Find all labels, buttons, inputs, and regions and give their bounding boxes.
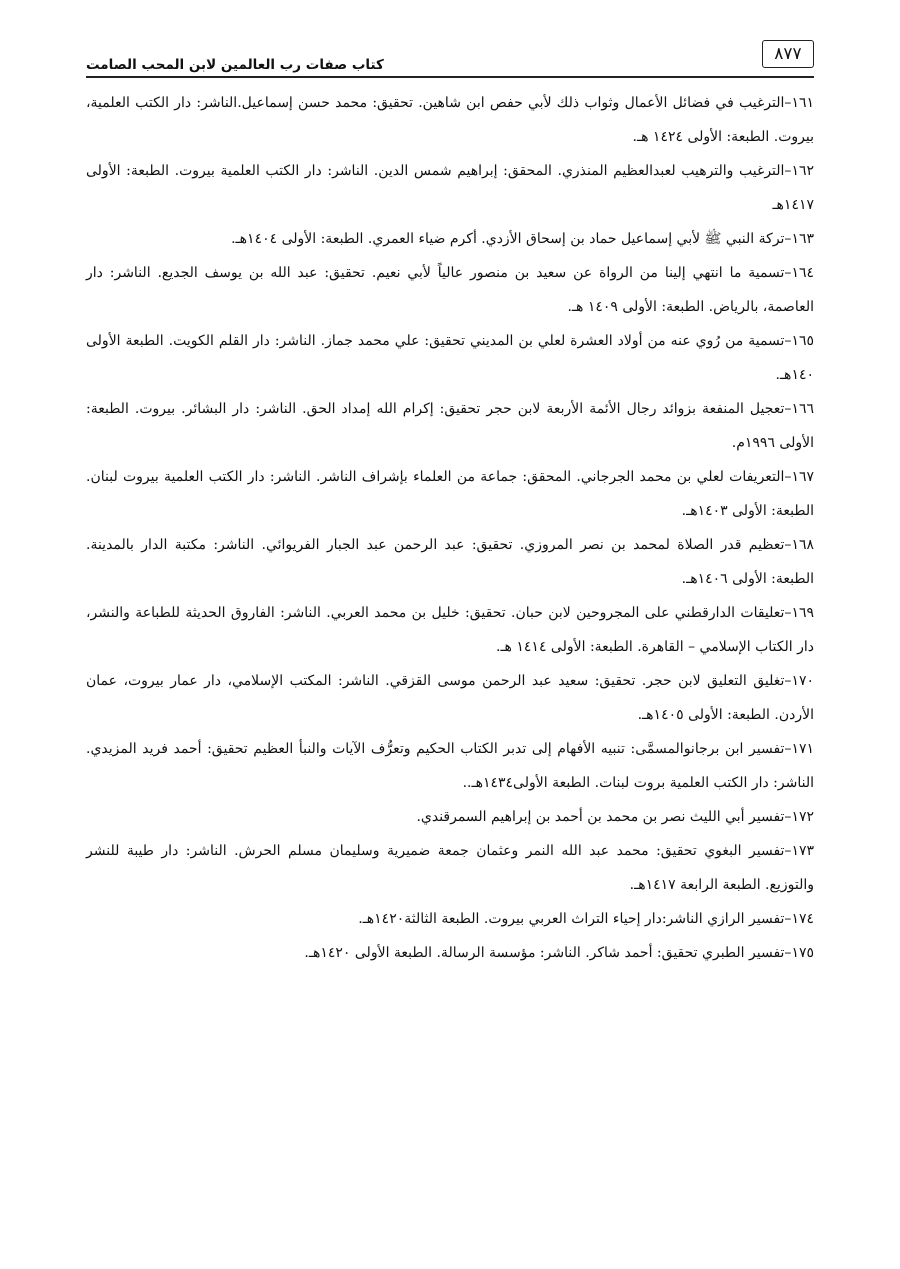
bibliography-entry-172: ١٧٢–تفسير أبي الليث نصر بن محمد بن أحمد بن إبراهيم السمرقندي. — [416, 809, 814, 825]
book-page — [86, 36, 814, 970]
bibliography-entry-162: ١٦٢–الترغيب والترهيب لعبدالعظيم المنذري. المحقق: إبراهيم شمس الدين. الناشر: دار الكتب العلمية بيروت. الطبعة: الأولى ١٤١٧هـ — [86, 163, 814, 213]
bibliography-entry-168: ١٦٨–تعظيم قدر الصلاة لمحمد بن نصر المروزي. تحقيق: عبد الرحمن عبد الجبار الفريوائي. الناشر: مكتبة الدار بالمدينة. الطبعة: الأولى ١٤٠٦هـ. — [86, 537, 814, 587]
bibliography-entry-166: ١٦٦–تعجيل المنفعة بزوائد رجال الأئمة الأربعة لابن حجر تحقيق: إكرام الله إمداد الحق. الناشر: دار البشائر. بيروت. الطبعة: الأولى ١٩٩٦م. — [86, 401, 814, 451]
bibliography-list — [86, 86, 814, 970]
bibliography-entry-171: ١٧١–تفسير ابن برجانوالمسمَّى: تنبيه الأفهام إلى تدبر الكتاب الحكيم وتعرُّف الآيات والنبأ العظيم تحقيق: أحمد فريد المزيدي. الناشر: دار الكتب العلمية بروت لبنات. الطبعة الأولى١٤٣٤هـ.. — [86, 741, 814, 791]
bibliography-entry-165: ١٦٥–تسمية من رُوي عنه من أولاد العشرة لعلي بن المديني تحقيق: علي محمد جماز. الناشر: دار القلم الكويت. الطبعة الأولى ١٤٠هـ. — [86, 333, 814, 383]
page-header — [86, 36, 814, 78]
page-number: ٨٧٧ — [762, 40, 814, 68]
bibliography-entry-164: ١٦٤–تسمية ما انتهي إلينا من الرواة عن سعيد بن منصور عالياً لأبي نعيم. تحقيق: عبد الله بن يوسف الجديع. الناشر: دار العاصمة، بالرياض. الطبعة: الأولى ١٤٠٩ هـ. — [86, 265, 814, 315]
bibliography-entry-170: ١٧٠–تغليق التعليق لابن حجر. تحقيق: سعيد عبد الرحمن موسى القزقي. الناشر: المكتب الإسلامي، دار عمار بيروت، عمان الأردن. الطبعة: الأولى ١٤٠٥هـ. — [86, 673, 814, 723]
bibliography-entry-174: ١٧٤–تفسير الرازي الناشر:دار إحياء التراث العربي بيروت. الطبعة الثالثة١٤٢٠هـ. — [358, 911, 814, 927]
bibliography-entry-175: ١٧٥–تفسير الطبري تحقيق: أحمد شاكر. الناشر: مؤسسة الرسالة. الطبعة الأولى ١٤٢٠هـ. — [304, 945, 814, 961]
bibliography-entry-173: ١٧٣–تفسير البغوي تحقيق: محمد عبد الله النمر وعثمان جمعة ضميرية وسليمان مسلم الحرش. الناشر: دار طيبة للنشر والتوزيع. الطبعة الرابعة ١٤١٧هـ. — [86, 843, 814, 893]
bibliography-entry-161: ١٦١–الترغيب في فضائل الأعمال وثواب ذلك لأبي حفص ابن شاهين. تحقيق: محمد حسن إسماعيل.الناشر: دار الكتب العلمية، بيروت. الطبعة: الأولى ١٤٢٤ هـ. — [86, 95, 814, 145]
bibliography-entry-163: ١٦٣–تركة النبي ﷺ لأبي إسماعيل حماد بن إسحاق الأزدي. أكرم ضياء العمري. الطبعة: الأولى ١٤٠٤هـ. — [231, 231, 814, 247]
bibliography-entry-169: ١٦٩–تعليقات الدارقطني على المجروحين لابن حبان. تحقيق: خليل بن محمد العربي. الناشر: الفاروق الحديثة للطباعة والنشر، دار الكتاب الإسلامي – القاهرة. الطبعة: الأولى ١٤١٤ هـ. — [86, 605, 814, 655]
bibliography-entry-167: ١٦٧–التعريفات لعلي بن محمد الجرجاني. المحقق: جماعة من العلماء بإشراف الناشر. الناشر: دار الكتب العلمية بيروت لبنان. الطبعة: الأولى ١٤٠٣هـ. — [86, 469, 814, 519]
running-title: كتاب صفات رب العالمين لابن المحب الصامت — [86, 57, 384, 73]
